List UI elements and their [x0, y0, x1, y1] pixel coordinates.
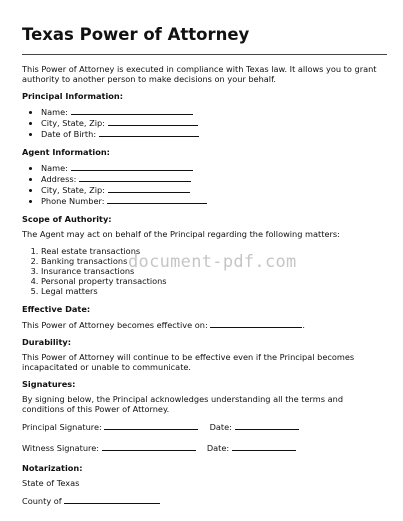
principal-date-label: Date: [209, 421, 232, 432]
scope-item: 1. Real estate transactions [41, 246, 387, 256]
principal-name-blank[interactable] [71, 106, 193, 115]
effective-date-blank[interactable] [210, 319, 302, 328]
notary-state: State of Texas [22, 477, 80, 488]
principal-heading: Principal Information: [22, 90, 123, 101]
scope-item: 4. Personal property transactions [41, 276, 387, 286]
principal-name-item: • Name: [41, 106, 387, 117]
document-page [22, 26, 387, 513]
agent-name-blank[interactable] [71, 162, 193, 171]
witness-signature-label: Witness Signature: [22, 442, 100, 453]
signatures-heading: Signatures: [22, 378, 76, 389]
agent-heading: Agent Information: [22, 146, 110, 157]
agent-city-blank[interactable] [108, 184, 190, 193]
document-title: Texas Power of Attorney [22, 25, 250, 44]
principal-city-blank[interactable] [108, 117, 198, 126]
agent-address-blank[interactable] [79, 173, 191, 182]
scope-list [22, 246, 387, 296]
principal-signature-blank[interactable] [104, 421, 198, 430]
agent-phone-blank[interactable] [107, 195, 207, 204]
signatures-paragraph: By signing below, the Principal acknowledges understanding all the terms and conditions of this Power of Attorney. [22, 393, 344, 414]
witness-signature-row [22, 442, 387, 453]
principal-signature-label: Principal Signature: [22, 421, 102, 432]
agent-phone-item: • Phone Number: [41, 195, 387, 206]
title-divider [22, 54, 387, 55]
principal-dob-blank[interactable] [99, 128, 199, 137]
principal-list [22, 106, 387, 139]
agent-address-item: • Address: [41, 173, 387, 184]
agent-name-item: • Name: [41, 162, 387, 173]
scope-item: 3. Insurance transactions [41, 266, 387, 276]
scope-item: 2. Banking transactions [41, 256, 387, 266]
effective-paragraph: This Power of Attorney becomes effective on: . [22, 319, 305, 330]
durability-heading: Durability: [22, 336, 71, 347]
principal-signature-row [22, 421, 387, 432]
witness-signature-blank[interactable] [102, 442, 196, 451]
watermark-text: document-pdf.com [128, 252, 297, 272]
witness-date-label: Date: [206, 442, 230, 453]
agent-city-item: • City, State, Zip: [41, 184, 387, 195]
principal-dob-item: • Date of Birth: [41, 128, 387, 139]
agent-list [22, 162, 387, 206]
notary-county-line: County of [22, 495, 387, 506]
notarization-heading: Notarization: [22, 462, 83, 473]
witness-date-blank[interactable] [232, 442, 296, 451]
intro-paragraph: This Power of Attorney is executed in compliance with Texas law. It allows you to grant authority to another person to make decisions on your behalf. [22, 63, 377, 84]
scope-paragraph: The Agent may act on behalf of the Principal regarding the following matters: [22, 228, 340, 239]
notary-county-blank[interactable] [64, 495, 160, 504]
scope-heading: Scope of Authority: [22, 213, 112, 224]
scope-item: 5. Legal matters [41, 286, 387, 296]
durability-paragraph: This Power of Attorney will continue to be effective even if the Principal becomes incapacitated or unable to communicate. [22, 351, 355, 372]
principal-city-item: • City, State, Zip: [41, 117, 387, 128]
effective-heading: Effective Date: [22, 303, 91, 314]
principal-date-blank[interactable] [235, 421, 299, 430]
